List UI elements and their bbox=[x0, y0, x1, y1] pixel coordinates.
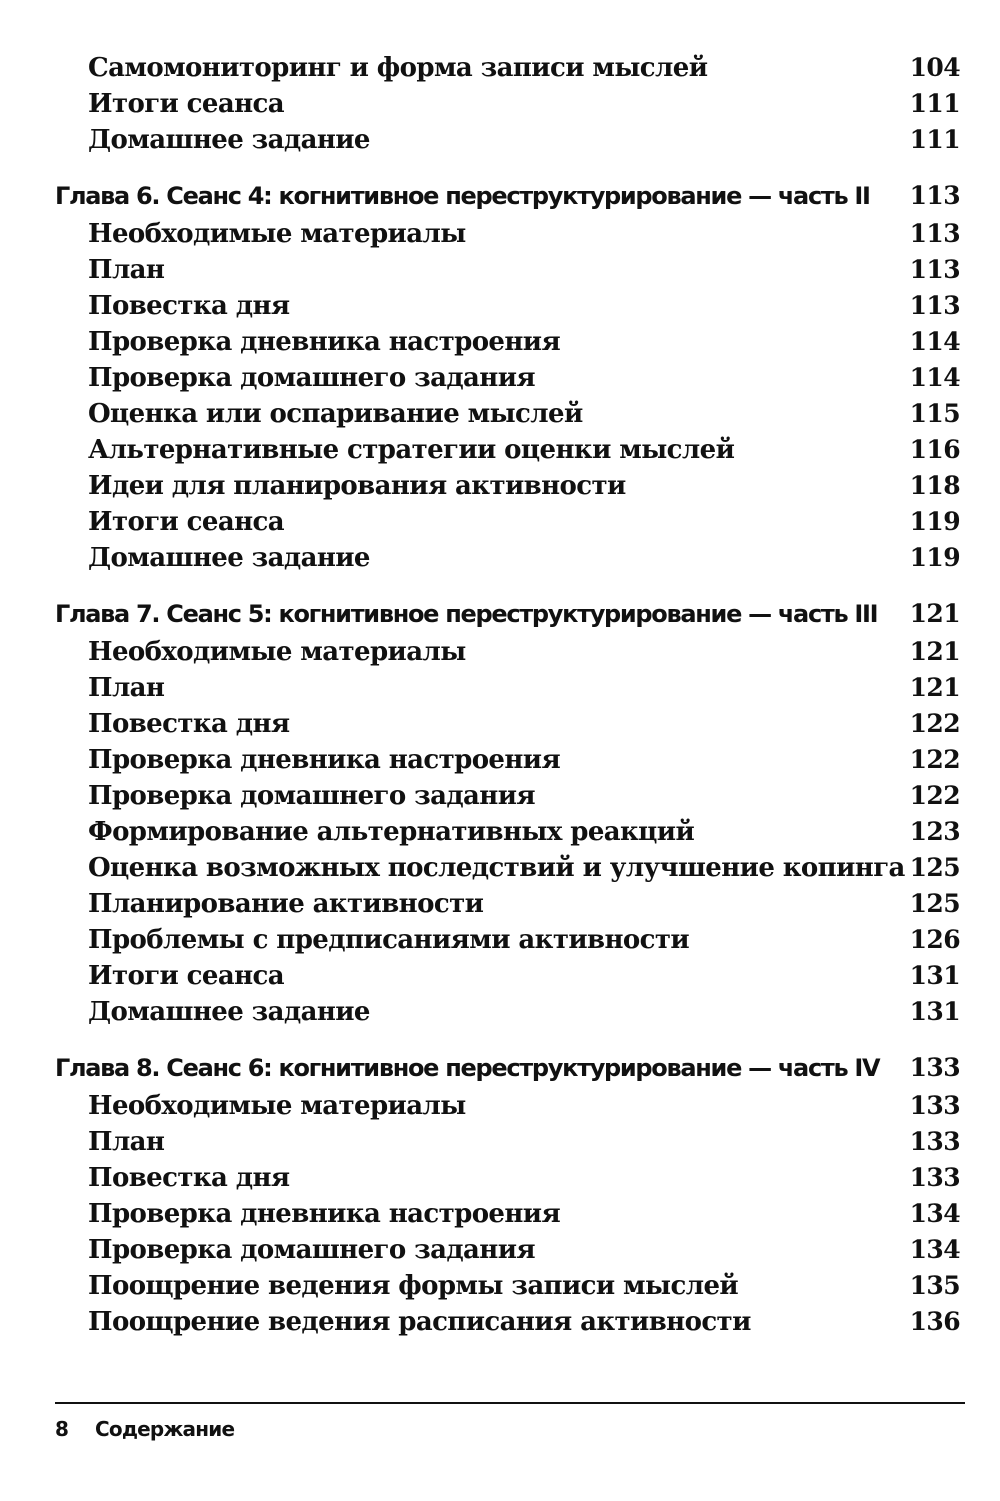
entry-title: Домашнее задание bbox=[88, 125, 370, 155]
entry-title: Планирование активности bbox=[88, 889, 484, 919]
toc-entry bbox=[0, 1124, 1000, 1160]
page-number: 134 bbox=[909, 1235, 960, 1264]
page-number: 133 bbox=[909, 1091, 960, 1120]
toc-entry bbox=[0, 468, 1000, 504]
entry-title: Необходимые материалы bbox=[88, 637, 466, 667]
entry-title: Проверка дневника настроения bbox=[88, 745, 561, 775]
page-footer bbox=[55, 1414, 234, 1444]
page-number: 125 bbox=[909, 853, 960, 882]
page-number: 133 bbox=[909, 1053, 960, 1082]
page-number: 134 bbox=[909, 1199, 960, 1228]
chapter-title: Глава 8. Сеанс 6: когнитивное переструктурирование — часть IV bbox=[55, 1054, 880, 1082]
toc-entry bbox=[0, 122, 1000, 158]
toc-entry bbox=[0, 994, 1000, 1030]
entry-title: План bbox=[88, 1127, 165, 1157]
page-number: 122 bbox=[909, 781, 960, 810]
toc-entry bbox=[0, 1196, 1000, 1232]
toc-entry bbox=[0, 1088, 1000, 1124]
page-number: 119 bbox=[909, 507, 960, 536]
page-number: 123 bbox=[909, 817, 960, 846]
toc-entry bbox=[0, 778, 1000, 814]
chapter-title: Глава 6. Сеанс 4: когнитивное переструктурирование — часть II bbox=[55, 182, 870, 210]
entry-title: Домашнее задание bbox=[88, 543, 370, 573]
toc-entry bbox=[0, 86, 1000, 122]
page-number: 119 bbox=[909, 543, 960, 572]
entry-title: Проверка дневника настроения bbox=[88, 1199, 561, 1229]
toc-entry bbox=[0, 252, 1000, 288]
entry-title: Проверка дневника настроения bbox=[88, 327, 561, 357]
toc-entry bbox=[0, 886, 1000, 922]
page-number: 111 bbox=[909, 89, 960, 118]
toc-entry bbox=[0, 396, 1000, 432]
page-number: 118 bbox=[909, 471, 960, 500]
page-number: 122 bbox=[909, 745, 960, 774]
page-number: 114 bbox=[909, 363, 960, 392]
entry-title: Необходимые материалы bbox=[88, 1091, 466, 1121]
page-number: 121 bbox=[909, 637, 960, 666]
page-number: 133 bbox=[909, 1127, 960, 1156]
toc-entry bbox=[0, 360, 1000, 396]
toc-entry bbox=[0, 540, 1000, 576]
page-number: 115 bbox=[909, 399, 960, 428]
entry-title: Повестка дня bbox=[88, 709, 290, 739]
entry-title: Оценка или оспаривание мыслей bbox=[88, 399, 583, 429]
toc-entry bbox=[0, 1232, 1000, 1268]
page-number: 131 bbox=[909, 961, 960, 990]
page-number: 113 bbox=[909, 291, 960, 320]
entry-title: План bbox=[88, 673, 165, 703]
entry-title: Проверка домашнего задания bbox=[88, 363, 536, 393]
footer-page-number: 8 bbox=[55, 1417, 69, 1441]
page-number: 113 bbox=[909, 219, 960, 248]
page-number: 131 bbox=[909, 997, 960, 1026]
page-number: 121 bbox=[909, 599, 960, 628]
toc-entry bbox=[0, 742, 1000, 778]
entry-title: Самомониторинг и форма записи мыслей bbox=[88, 53, 708, 83]
page-number: 133 bbox=[909, 1163, 960, 1192]
page-number: 113 bbox=[909, 181, 960, 210]
table-of-contents bbox=[0, 50, 1000, 1340]
page-number: 104 bbox=[909, 53, 960, 82]
page-number: 122 bbox=[909, 709, 960, 738]
toc-entry bbox=[0, 850, 1000, 886]
page-number: 116 bbox=[909, 435, 960, 464]
page-number: 135 bbox=[909, 1271, 960, 1300]
page-number: 113 bbox=[909, 255, 960, 284]
entry-title: План bbox=[88, 255, 165, 285]
toc-entry bbox=[0, 958, 1000, 994]
entry-title: Проблемы с предписаниями активности bbox=[88, 925, 690, 955]
entry-title: Итоги сеанса bbox=[88, 961, 285, 991]
toc-entry bbox=[0, 50, 1000, 86]
entry-title: Поощрение ведения расписания активности bbox=[88, 1307, 751, 1337]
toc-chapter-heading bbox=[0, 1048, 1000, 1088]
page-number: 111 bbox=[909, 125, 960, 154]
page-number: 126 bbox=[909, 925, 960, 954]
entry-title: Итоги сеанса bbox=[88, 89, 285, 119]
chapter-title: Глава 7. Сеанс 5: когнитивное переструктурирование — часть III bbox=[55, 600, 878, 628]
entry-title: Домашнее задание bbox=[88, 997, 370, 1027]
page-number: 125 bbox=[909, 889, 960, 918]
entry-title: Поощрение ведения формы записи мыслей bbox=[88, 1271, 739, 1301]
entry-title: Идеи для планирования активности bbox=[88, 471, 626, 501]
entry-title: Повестка дня bbox=[88, 1163, 290, 1193]
entry-title: Формирование альтернативных реакций bbox=[88, 817, 695, 847]
entry-title: Альтернативные стратегии оценки мыслей bbox=[88, 435, 735, 465]
toc-entry bbox=[0, 670, 1000, 706]
page-number: 121 bbox=[909, 673, 960, 702]
entry-title: Проверка домашнего задания bbox=[88, 1235, 536, 1265]
toc-entry bbox=[0, 706, 1000, 742]
page-number: 136 bbox=[909, 1307, 960, 1336]
footer-section-title: Содержание bbox=[95, 1417, 235, 1441]
toc-entry bbox=[0, 216, 1000, 252]
entry-title: Оценка возможных последствий и улучшение копинга bbox=[88, 853, 905, 883]
toc-chapter-heading bbox=[0, 176, 1000, 216]
toc-entry bbox=[0, 634, 1000, 670]
entry-title: Повестка дня bbox=[88, 291, 290, 321]
toc-entry bbox=[0, 504, 1000, 540]
toc-entry bbox=[0, 432, 1000, 468]
toc-entry bbox=[0, 814, 1000, 850]
entry-title: Проверка домашнего задания bbox=[88, 781, 536, 811]
entry-title: Необходимые материалы bbox=[88, 219, 466, 249]
toc-entry bbox=[0, 922, 1000, 958]
toc-entry bbox=[0, 1268, 1000, 1304]
toc-chapter-heading bbox=[0, 594, 1000, 634]
toc-entry bbox=[0, 324, 1000, 360]
page-number: 114 bbox=[909, 327, 960, 356]
toc-entry bbox=[0, 288, 1000, 324]
toc-entry bbox=[0, 1304, 1000, 1340]
toc-entry bbox=[0, 1160, 1000, 1196]
entry-title: Итоги сеанса bbox=[88, 507, 285, 537]
footer-rule bbox=[55, 1402, 965, 1404]
